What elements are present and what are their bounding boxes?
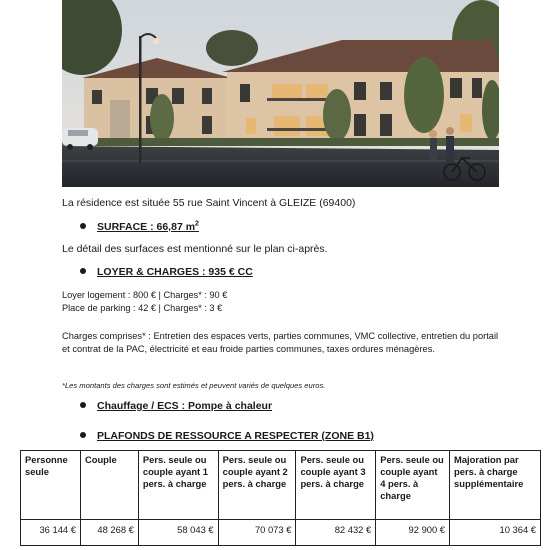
surface-bullet — [80, 220, 199, 233]
table-row — [21, 520, 541, 546]
table-header-cell: Pers. seule ou couple ayant 2 pers. à charge — [218, 451, 296, 520]
table-header-cell: Couple — [80, 451, 138, 520]
ceilings-bullet — [80, 430, 374, 442]
surface-detail-paragraph: Le détail des surfaces est mentionné sur le plan ci-après. — [62, 243, 328, 255]
surface-unit-superscript: 2 — [195, 220, 199, 227]
address-paragraph: La résidence est située 55 rue Saint Vincent à GLEIZE (69400) — [62, 197, 356, 209]
rent-bullet — [80, 266, 253, 278]
heating-label: Chauffage / ECS : Pompe à chaleur — [97, 400, 273, 412]
charges-paragraph: Charges comprises* : Entretien des espaces verts, parties communes, VMC collective, entretien du portail et contrat de la PAC, électricité et eau froide parties communes, taxes ordures ménagères. — [62, 331, 499, 354]
table-header-cell: Majoration par pers. à charge supplémentaire — [450, 451, 541, 520]
heating-bullet — [80, 400, 272, 412]
charges-note: *Les montants des charges sont estimés et peuvent variés de quelques euros. — [62, 381, 326, 390]
table-header-cell: Personne seule — [21, 451, 81, 520]
ceilings-label: PLAFONDS DE RESSOURCE A RESPECTER (ZONE B1) — [97, 430, 374, 442]
bullet-dot-icon — [80, 268, 86, 274]
table-header-row — [21, 451, 541, 520]
table-cell: 82 432 € — [296, 520, 376, 546]
table-cell: 10 364 € — [450, 520, 541, 546]
table-cell: 92 900 € — [376, 520, 450, 546]
rent-housing-line: Loyer logement : 800 € | Charges* : 90 € — [62, 290, 228, 300]
bullet-dot-icon — [80, 223, 86, 229]
table-header-cell: Pers. seule ou couple ayant 3 pers. à charge — [296, 451, 376, 520]
rent-label: LOYER & CHARGES : 935 € CC — [97, 266, 253, 278]
building-rendering-image — [62, 0, 499, 187]
rent-parking-line: Place de parking : 42 € | Charges* : 3 € — [62, 303, 223, 313]
surface-label: SURFACE : 66,87 m — [97, 220, 196, 233]
table-cell: 58 043 € — [138, 520, 218, 546]
table-header-cell: Pers. seule ou couple ayant 4 pers. à charge — [376, 451, 450, 520]
income-ceilings-table — [20, 450, 541, 546]
bullet-dot-icon — [80, 432, 86, 438]
table-cell: 48 268 € — [80, 520, 138, 546]
bullet-dot-icon — [80, 402, 86, 408]
table-header-cell: Pers. seule ou couple ayant 1 pers. à charge — [138, 451, 218, 520]
table-cell: 70 073 € — [218, 520, 296, 546]
table-cell: 36 144 € — [21, 520, 81, 546]
